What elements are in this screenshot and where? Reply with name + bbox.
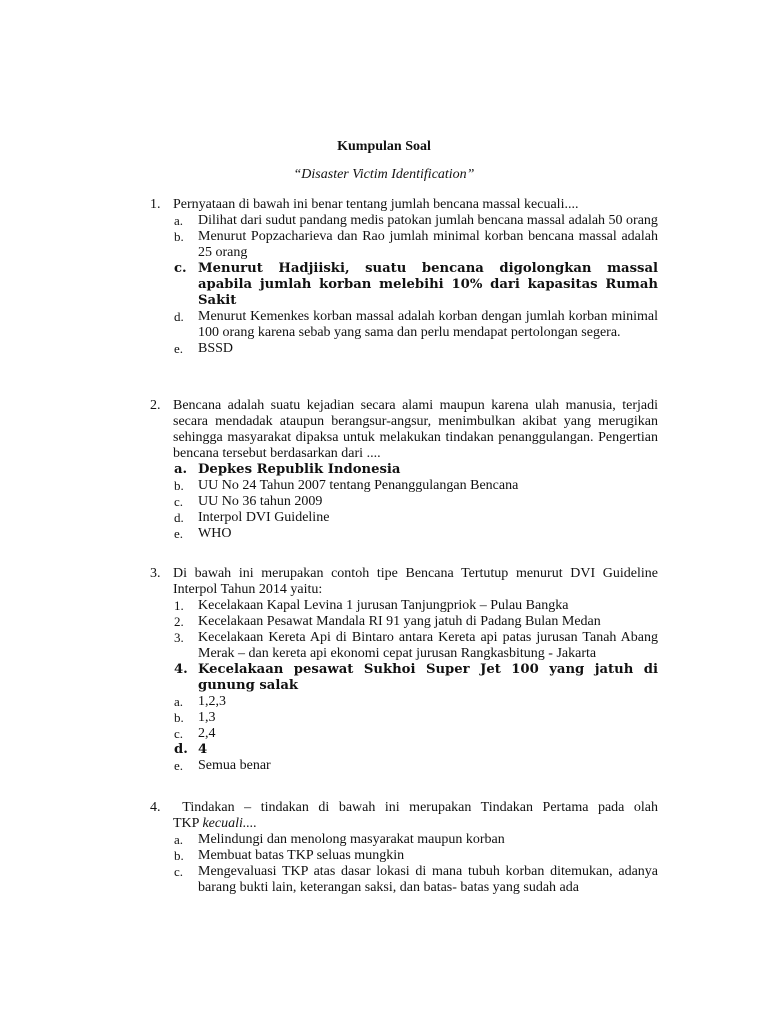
- answer-option-e: [150, 758, 658, 774]
- option-text: UU No 36 tahun 2009: [198, 494, 323, 509]
- option-text: UU No 24 Tahun 2007 tentang Penanggulangan Bencana: [198, 478, 519, 493]
- answer-options: [150, 694, 658, 774]
- option-label: b.: [174, 229, 184, 244]
- option-text: Mengevaluasi TKP atas dasar lokasi di mana tubuh korban ditemukan, adanya barang bukti lain, keterangan saksi, dan batas- batas yang sudah ada: [198, 864, 658, 895]
- option-label: d.: [174, 742, 188, 757]
- question-text: Bencana adalah suatu kejadian secara alami maupun karena ulah manusia, terjadi secara mendadak ataupun berangsur-angsur, menimbulkan akibat yang merugikan sehingga masyarakat dipaksa untuk melakukan tindakan penanggulangan. Pengertian bencana tersebut berdasarkan dari ....: [173, 398, 658, 461]
- option-label: a.: [174, 694, 184, 709]
- option-label: a.: [174, 462, 188, 477]
- statement-text: Kecelakaan pesawat Sukhoi Super Jet 100 yang jatuh di gunung salak: [198, 662, 658, 693]
- option-label: b.: [174, 848, 184, 863]
- option-text: Dilihat dari sudut pandang medis patokan jumlah bencana massal adalah 50 orang: [198, 213, 658, 228]
- statement-3: [150, 630, 658, 662]
- answer-option-a: [150, 213, 658, 229]
- answer-options: [150, 832, 658, 896]
- answer-option-e: [150, 526, 658, 542]
- option-label: a.: [174, 832, 184, 847]
- statement-text: Kecelakaan Pesawat Mandala RI 91 yang jatuh di Padang Bulan Medan: [198, 614, 601, 629]
- answer-option-a-correct: [150, 462, 658, 478]
- answer-option-a: [150, 832, 658, 848]
- question-text-line-2: [173, 816, 658, 832]
- statement-label: 1.: [174, 598, 184, 613]
- option-label: b.: [174, 478, 184, 493]
- answer-option-c-correct: [150, 261, 658, 309]
- option-label: c.: [174, 494, 184, 509]
- answer-option-c: [150, 726, 658, 742]
- question-text: Di bawah ini merupakan contoh tipe Bencana Tertutup menurut DVI Guideline Interpol Tahun 2014 yaitu:: [173, 566, 658, 597]
- question-number: 3.: [150, 566, 161, 581]
- answer-option-b: [150, 478, 658, 494]
- option-label: e.: [174, 526, 184, 541]
- option-text: Semua benar: [198, 758, 271, 773]
- option-text: BSSD: [198, 341, 234, 356]
- question-2: [150, 398, 658, 542]
- option-label: a.: [174, 213, 184, 228]
- answer-option-b: [150, 710, 658, 726]
- document-subtitle: “Disaster Victim Identification”: [293, 167, 475, 182]
- answer-option-c: [150, 494, 658, 510]
- document-title: Kumpulan Soal: [337, 139, 431, 154]
- option-label: c.: [174, 726, 184, 741]
- answer-options: [150, 213, 658, 357]
- answer-option-b: [150, 229, 658, 261]
- question-number: 2.: [150, 398, 161, 413]
- statement-list: [150, 598, 658, 694]
- option-text: Menurut Hadjiiski, suatu bencana digolongkan massal apabila jumlah korban melebihi 10% dari kapasitas Rumah Sakit: [198, 261, 658, 308]
- question-number: 4.: [150, 800, 161, 815]
- statement-2: [150, 614, 658, 630]
- question-number: 1.: [150, 197, 161, 212]
- question-1: [150, 197, 658, 357]
- statement-label: 2.: [174, 614, 184, 629]
- answer-option-b: [150, 848, 658, 864]
- answer-option-c: [150, 864, 658, 896]
- question-text-line-1: Tindakan – tindakan di bawah ini merupakan Tindakan Pertama pada olah: [173, 800, 658, 815]
- answer-option-a: [150, 694, 658, 710]
- option-text: Depkes Republik Indonesia: [198, 462, 401, 477]
- question-text: Pernyataan di bawah ini benar tentang jumlah bencana massal kecuali....: [173, 197, 579, 212]
- option-text: WHO: [198, 526, 232, 541]
- option-text: 1,2,3: [198, 694, 226, 709]
- option-text: Menurut Kemenkes korban massal adalah korban dengan jumlah korban minimal 100 orang karena sebab yang sama dan perlu mendapat pertolongan segera.: [198, 309, 658, 340]
- option-text: 1,3: [198, 710, 216, 725]
- ellipsis-text: ....: [242, 816, 257, 831]
- kecuali-text: kecuali: [202, 816, 243, 831]
- option-text: Menurut Popzacharieva dan Rao jumlah minimal korban bencana massal adalah 25 orang: [198, 229, 658, 260]
- option-label: e.: [174, 758, 184, 773]
- answer-options: [150, 462, 658, 542]
- answer-option-e: [150, 341, 658, 357]
- answer-option-d-correct: [150, 742, 658, 758]
- option-text: 2,4: [198, 726, 216, 741]
- option-label: c.: [174, 864, 184, 879]
- option-label: d.: [174, 309, 184, 324]
- statement-label: 3.: [174, 630, 184, 645]
- statement-text: Kecelakaan Kapal Levina 1 jurusan Tanjungpriok – Pulau Bangka: [198, 598, 569, 613]
- answer-option-d: [150, 309, 658, 341]
- option-label: e.: [174, 341, 184, 356]
- option-text: Interpol DVI Guideline: [198, 510, 330, 525]
- question-4: [150, 800, 658, 896]
- option-label: d.: [174, 510, 184, 525]
- option-text: 4: [198, 742, 208, 757]
- statement-4-correct: [150, 662, 658, 694]
- option-label: b.: [174, 710, 184, 725]
- option-label: c.: [174, 261, 187, 276]
- option-text: Membuat batas TKP seluas mungkin: [198, 848, 405, 863]
- statement-1: [150, 598, 658, 614]
- statement-text: Kecelakaan Kereta Api di Bintaro antara Kereta api patas jurusan Tanah Abang Merak – dan kereta api ekonomi cepat jurusan Rangkasbitung - Jakarta: [198, 630, 658, 661]
- option-text: Melindungi dan menolong masyarakat maupun korban: [198, 832, 505, 847]
- answer-option-d: [150, 510, 658, 526]
- statement-label: 4.: [174, 662, 188, 677]
- tkp-text: TKP: [173, 816, 203, 831]
- question-3: [150, 566, 658, 774]
